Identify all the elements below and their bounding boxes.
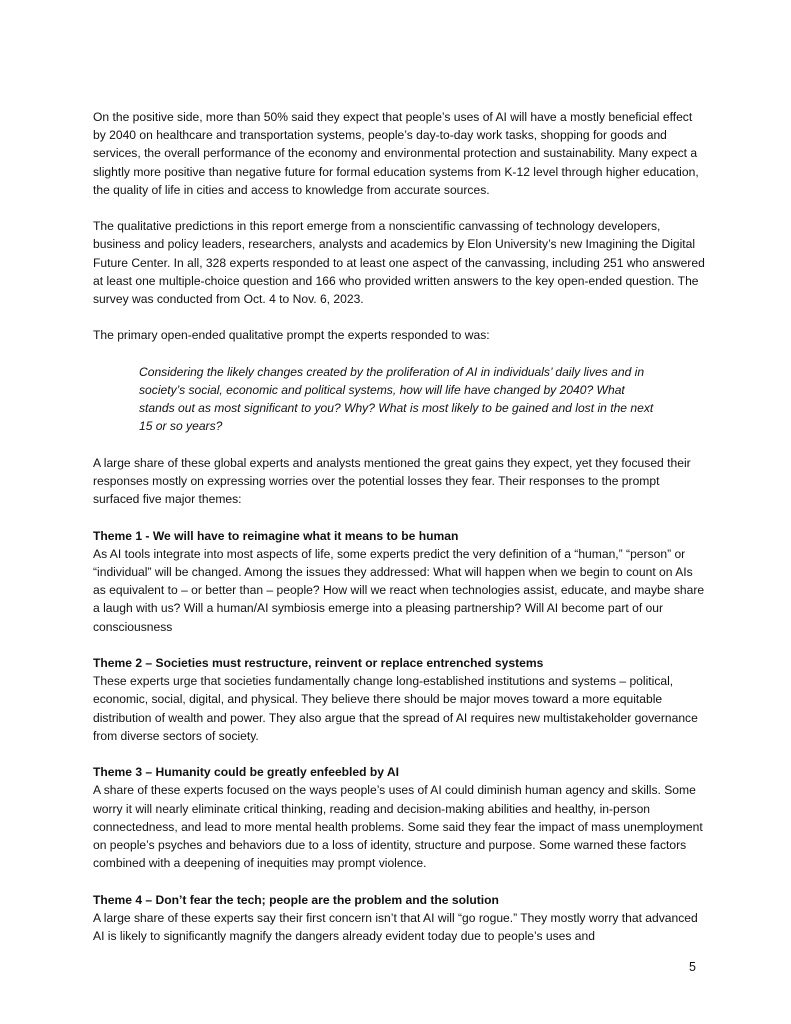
paragraph-prompt-intro: The primary open-ended qualitative prompt the experts responded to was: bbox=[93, 328, 490, 343]
theme-body: A share of these experts focused on the ways people’s uses of AI could diminish human agency and skills. Some worry it will nearly eliminate critical thinking, reading and decision-making abilities and healthy, in-person connectedness, and lead to more mental health problems. Some said they fear the impact of mass unemployment on people’s psyches and behaviors due to a loss of identity, structure and purpose. Some warned these factors combined with a deepening of inequities may prompt violence. bbox=[93, 783, 703, 871]
paragraph-themes-intro: A large share of these global experts and analysts mentioned the great gains they expect, yet they focused their responses mostly on expressing worries over the potential losses they fear. Their responses to the prompt surfaced five major themes: bbox=[93, 455, 691, 507]
theme-heading: Theme 2 – Societies must restructure, reinvent or replace entrenched systems bbox=[93, 656, 544, 670]
theme-2 bbox=[93, 654, 705, 745]
theme-body: A large share of these experts say their first concern isn’t that AI will “go rogue.” They mostly worry that advanced AI is likely to significantly magnify the dangers already evident today due to people’s uses and bbox=[93, 910, 698, 944]
theme-heading: Theme 1 - We will have to reimagine what it means to be human bbox=[93, 528, 459, 543]
theme-body: As AI tools integrate into most aspects of life, some experts predict the very definition of a “human,” “person” or “individual” will be changed. Among the issues they addressed: What will happen when we begin to count on AIs as equivalent to – or better than – people? How will we react when technologies assist, educate, and maybe share a laugh with us? Will a human/AI symbiosis emerge into a pleasing partnership? Will AI become part of our consciousness bbox=[93, 546, 705, 634]
page-body bbox=[93, 108, 705, 963]
theme-heading: Theme 4 – Don’t fear the tech; people are the problem and the solution bbox=[93, 892, 499, 907]
theme-4 bbox=[93, 891, 705, 946]
page-number: 5 bbox=[689, 960, 696, 974]
theme-1 bbox=[93, 527, 705, 636]
paragraph-methodology: The qualitative predictions in this report emerge from a nonscientific canvassing of technology developers, business and policy leaders, researchers, analysts and academics by Elon University’s new Imagining the Digital Future Center. In all, 328 experts responded to at least one aspect of the canvassing, including 251 who answered at least one multiple-choice question and 166 who provided written answers to the key open-ended question. The survey was conducted from Oct. 4 to Nov. 6, 2023. bbox=[93, 219, 705, 307]
theme-heading: Theme 3 – Humanity could be greatly enfeebled by AI bbox=[93, 765, 400, 780]
paragraph-positive-side: On the positive side, more than 50% said they expect that people’s uses of AI will have a mostly beneficial effect by 2040 on healthcare and transportation systems, people’s day-to-day work tasks, shopping for goods and services, the overall performance of the economy and environmental protection and sustainability. Many expect a slightly more positive than negative future for formal education systems from K-12 level through higher education, the quality of life in cities and access to knowledge from accurate sources. bbox=[93, 110, 699, 197]
prompt-quote: Considering the likely changes created by the proliferation of AI in individuals’ daily lives and in society’s social, economic and political systems, how will life have changed by 2040? What stands out as most significant to you? Why? What is most likely to be gained and lost in the next 15 or so years? bbox=[139, 364, 654, 434]
theme-body: These experts urge that societies fundamentally change long-established institutions and systems – political, economic, social, digital, and physical. They believe there should be major moves toward a more equitable distribution of wealth and power. They also argue that the spread of AI requires new multistakeholder governance from diverse sectors of society. bbox=[93, 674, 698, 743]
theme-3 bbox=[93, 763, 705, 872]
